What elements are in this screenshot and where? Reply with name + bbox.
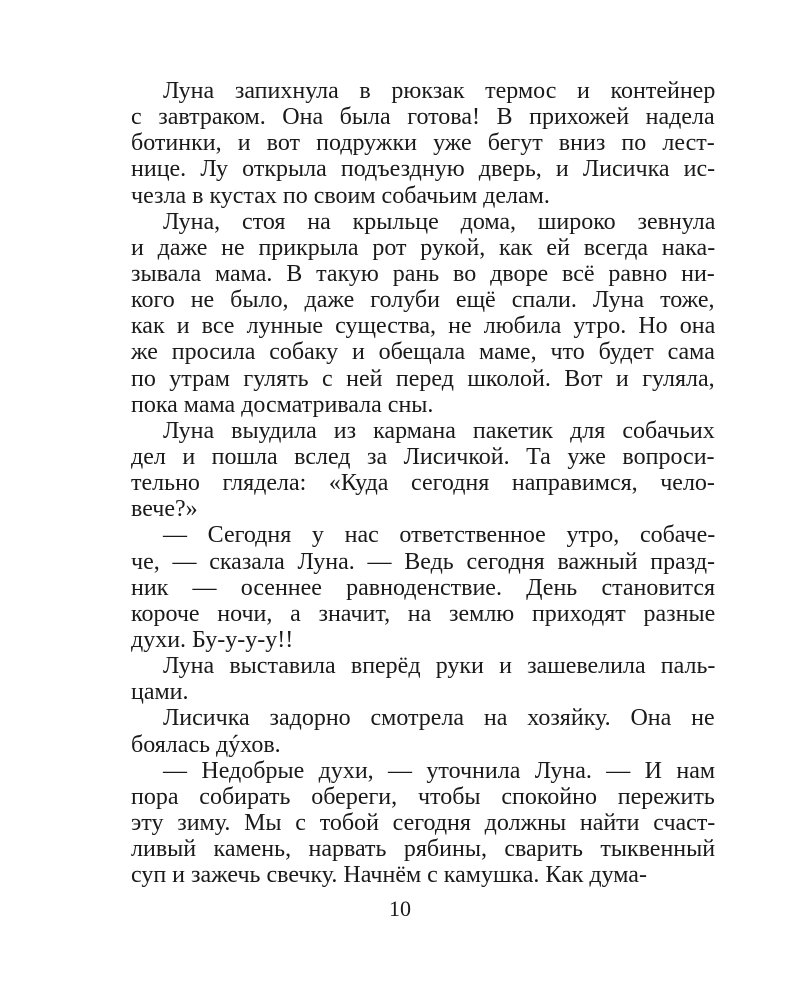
text-line: зывала мама. В такую рань во дворе всё равно ни- (131, 260, 715, 287)
text-line: нице. Лу открыла подъездную дверь, и Лисичка ис- (131, 156, 716, 183)
text-line: как и все лунные существа, не любила утро. Но она (131, 313, 716, 340)
text-line: эту зиму. Мы с тобой сегодня должны найти счаст- (131, 809, 716, 836)
text-line: Луна, стоя на крыльце дома, широко зевнула (163, 208, 716, 235)
text-line: же просила собаку и обещала маме, что будет сама (131, 339, 715, 366)
text-line: Луна запихнула в рюкзак термос и контейнер (163, 78, 716, 104)
page-number: 10 (389, 896, 411, 921)
text-line: Луна выставила вперёд руки и зашевелила паль- (163, 653, 716, 680)
text-line: Лисичка задорно смотрела на хозяйку. Она не (163, 705, 715, 732)
text-line: пора собирать обереги, чтобы спокойно пережить (131, 783, 715, 810)
text-line: ник — осеннее равноденствие. День становится (131, 574, 716, 601)
body-text (131, 78, 715, 888)
text-line: Луна выудила из кармана пакетик для собачьих (163, 417, 715, 444)
text-line: тельно глядела: «Куда сегодня направимся, чело- (131, 470, 715, 497)
text-line: и даже не прикрыла рот рукой, как ей всегда нака- (131, 234, 716, 261)
text-line: — Недобрые духи, — уточнила Луна. — И нам (163, 757, 716, 784)
text-line: пока мама досматривала сны. (131, 391, 434, 418)
text-line: че, — сказала Луна. — Ведь сегодня важный празд- (131, 548, 716, 575)
text-line: ботинки, и вот подружки уже бегут вниз по лест- (131, 130, 715, 157)
text-line: духи. Бу-у-у-у!! (131, 626, 294, 653)
text-line: короче ночи, а значит, на землю приходят разные (131, 600, 716, 627)
text-line: по утрам гулять с ней перед школой. Вот и гуляла, (131, 365, 715, 392)
text-line: ливый камень, нарвать рябины, сварить тыквенный (131, 836, 716, 863)
text-line: — Сегодня у нас ответственное утро, собаче- (163, 522, 716, 549)
text-line: кого не было, даже голуби ещё спали. Луна тоже, (131, 287, 715, 314)
text-line: цами. (131, 679, 189, 706)
text-line: дел и пошла вслед за Лисичкой. Та уже вопроси- (131, 443, 715, 470)
text-line: суп и зажечь свечку. Начнём с камушка. Как дума- (131, 862, 647, 889)
text-line: вече?» (131, 496, 198, 523)
text-line: чезла в кустах по своим собачьим делам. (131, 182, 550, 209)
text-line: боялась дýхов. (131, 731, 281, 758)
text-line: с завтраком. Она была готова! В прихожей надела (131, 104, 715, 131)
